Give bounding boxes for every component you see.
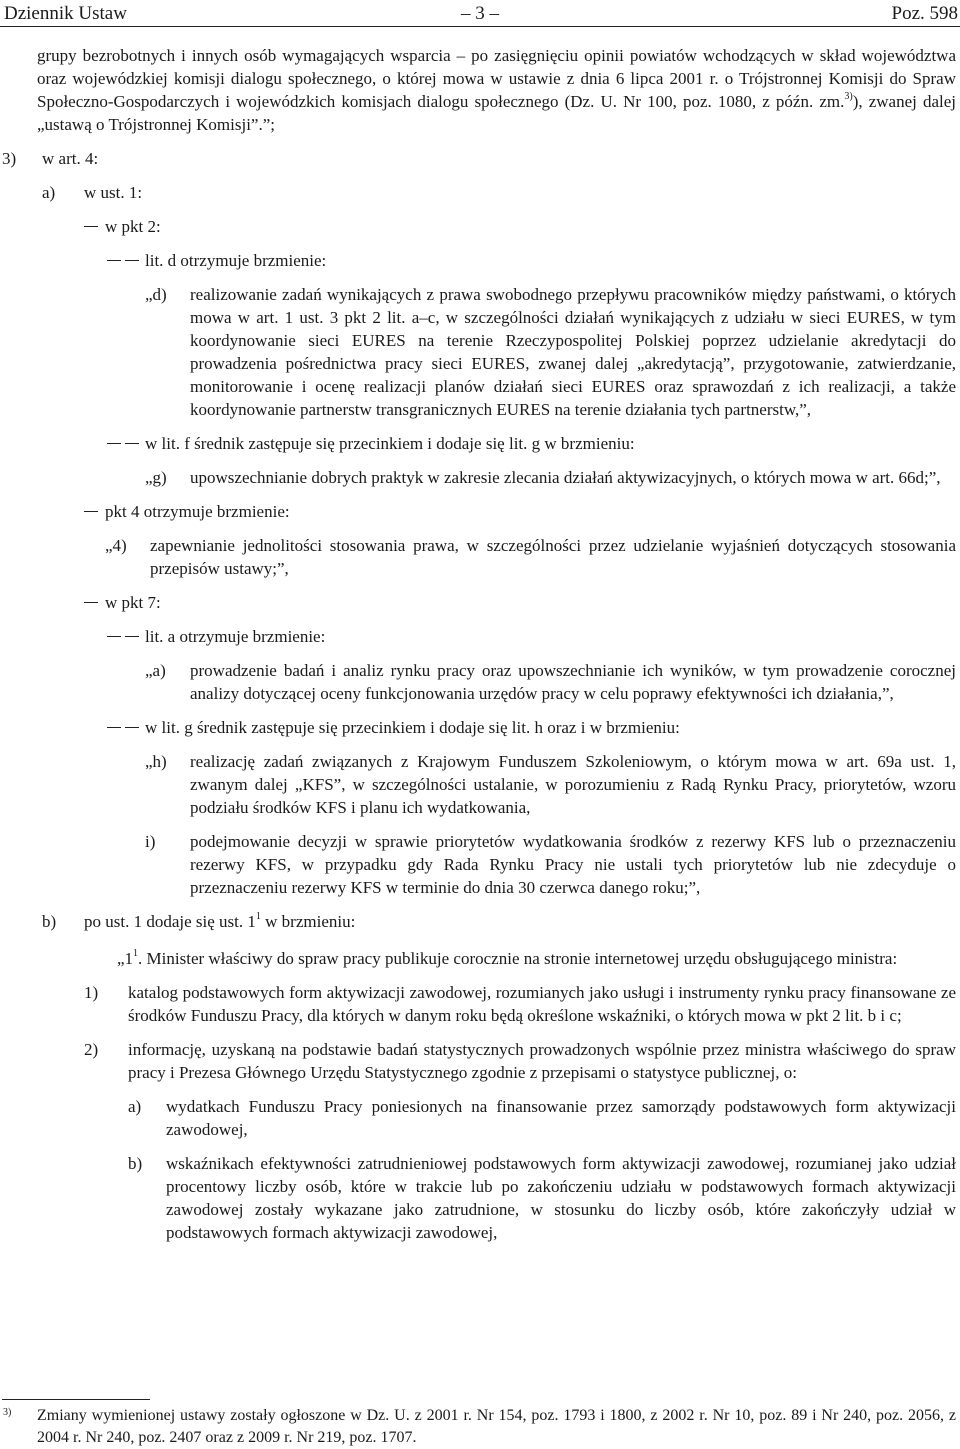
point-2 [0,1038,960,1084]
point-1 [0,981,960,1027]
dash-marker [84,602,98,603]
document-body [0,44,960,1244]
quote-text: realizowanie zadań wynikających z prawa swobodnego przepływu pracowników między państwami, o których mowa w art. 1 ust. 3 pkt 2 lit. a–c, w szczególności działań wynikających z udziału w sieci EURES, w tym koordynowanie sieci EURES na terenie Rzeczypospolitej Polskiej poprzez udzielanie akredytacji do prowadzenia pośrednictwa pracy sieci EURES, zwanej dalej „akredytacją”, przygotowanie, zatwierdzanie, monitorowanie i ocenę realizacji planów działań sieci EURES oraz sprawozdań z ich realizacji, a także koordynowanie partnerstw transgranicznych EURES na terenie działania tych partnerstw,”, [190,285,956,419]
dash-lit-g: w lit. g średnik zastępuje się przecinkiem i dodaje się lit. h oraz i w brzmieniu: [0,716,960,739]
footnote: 3) Zmiany wymienionej ustawy zostały ogłoszone w Dz. U. z 2001 r. Nr 154, poz. 1793 i 1800, z 2002 r. Nr 10, poz. 89 i Nr 240, poz. 2056, z 2004 r. Nr 240, poz. 2407 oraz z 2009 r. Nr 219, poz. 1707. [0,1405,960,1449]
point-label: 2) [84,1040,99,1059]
quote-text: upowszechnianie dobrych praktyk w zakresie zlecania działań aktywizacyjnych, o których mowa w art. 66d;”, [190,468,941,487]
point-label: b) [128,1154,143,1173]
point-text: wydatkach Funduszu Pracy poniesionych na finansowanie przez samorządy podstawowych form aktywizacji zawodowej, [166,1097,956,1139]
item-text: w ust. 1: [84,183,143,202]
dash-marker [107,727,121,728]
quote-text: realizację zadań związanych z Krajowym Funduszem Szkoleniowym, o którym mowa w art. 69a ust. 1, zwanym dalej „KFS”, w szczególności ustalanie, w porozumieniu z Radą Rynku Pracy, priorytetów, wzoru podziału środków KFS i planu ich wydatkowania, [190,752,956,817]
intro-paragraph: grupy bezrobotnych i innych osób wymagających wsparcia – po zasięgnięciu opinii powiatów wchodzących w skład województwa oraz wojewódzkiej komisji dialogu społecznego, o której mowa w ustawie z dnia 6 lipca 2001 r. o Trójstronnej Komisji do Spraw Społeczno-Gospodarczych i wojewódzkich komisjach dialogu społecznego (Dz. U. Nr 100, poz. 1080, z późn. zm.$^{3)}$), zwanej dalej „ustawą o Trójstronnej Komisji”.”; [37,46,956,134]
dash-pkt-4: pkt 4 otrzymuje brzmienie: [0,500,960,523]
point-2-b [0,1152,960,1244]
dash-marker [125,727,139,728]
footnote-text: Zmiany wymienionej ustawy zostały ogłoszone w Dz. U. z 2001 r. Nr 154, poz. 1793 i 1800, z 2002 r. Nr 10, poz. 89 i Nr 240, poz. 2056, z 2004 r. Nr 240, poz. 2407 oraz z 2009 r. Nr 219, poz. 1707. [37,1407,956,1446]
dash-pkt-7: w pkt 7: [0,591,960,614]
item-label: b) [42,912,57,931]
dash-marker [107,443,121,444]
dash-marker [125,636,139,637]
point-text: informację, uzyskaną na podstawie badań statystycznych prowadzonych wspólnie przez ministra właściwego do spraw pracy i Prezesa Głównego Urzędu Statystycznego zgodnie z przepisami o statystyce publicznej, o: [128,1040,956,1082]
point-label: a) [128,1097,142,1116]
dash-lit-d: lit. d otrzymuje brzmienie: [0,249,960,272]
quote-label: „a) [145,661,166,680]
quote-a [0,659,960,705]
quote-h [0,750,960,819]
quote-text: zapewnianie jednolitości stosowania prawa, w szczególności przez udzielanie wyjaśnień dotyczących stosowania przepisów ustawy;”, [150,536,956,578]
quote-text: prowadzenie badań i analiz rynku pracy oraz upowszechnianie ich wyników, w tym prowadzenie corocznej analizy dotyczącej oceny funkcjonowania urzędów pracy w celu poprawy efektywności ich działania,”, [190,661,956,703]
position-number: Poz. 598 [891,3,958,24]
item-label: a) [42,183,56,202]
page-header [0,0,960,27]
point-2-a [0,1095,960,1141]
item-3 [0,147,960,170]
page-number: – 3 – [461,3,499,24]
quote-g [0,466,960,489]
quote-label: i) [145,832,156,851]
item-text: w art. 4: [42,149,99,168]
ust-1-1: $„1^1$. Minister właściwy do spraw pracy publikuje corocznie na stronie internetowej urzędu obsługującego ministra: [117,948,898,968]
item-b: b) po ust. 1 dodaje się ust. $1^1$ w brzmieniu: [42,911,356,931]
quote-d [0,283,960,421]
point-text: katalog podstawowych form aktywizacji zawodowej, rozumianych jako usługi i instrumenty rynku pracy finansowane ze środków Funduszu Pracy, dla których w danym roku będą określone wskaźniki, o których mowa w pkt 2 lit. b i c; [128,983,956,1025]
dash-marker [107,636,121,637]
quote-i [0,830,960,899]
quote-label: „d) [145,285,167,304]
quote-label: „g) [145,468,167,487]
point-text: wskaźnikach efektywności zatrudnieniowej podstawowych form aktywizacji zawodowej, rozumianej jako udział procentowy liczby osób, które w trakcie lub po zakończeniu udziału w podstawowych formach aktywizacji zawodowej zostały wykazane jako zatrudnione, w stosunku do liczby osób, które zakończyły udział w podstawowych formach aktywizacji zawodowej, [166,1154,956,1242]
quote-text: podejmowanie decyzji w sprawie priorytetów wydatkowania środków z rezerwy KFS lub o przeznaczeniu rezerwy KFS, w przypadku gdy Rada Rynku Pracy nie ustali tych priorytetów lub nie zdecyduje o przeznaczeniu rezerwy KFS w terminie do dnia 30 czerwca danego roku;”, [190,832,956,897]
quote-label: „4) [105,536,127,555]
point-label: 1) [84,983,99,1002]
footnote-divider [2,1399,150,1400]
dash-lit-f: w lit. f średnik zastępuje się przecinkiem i dodaje się lit. g w brzmieniu: [0,432,960,455]
dash-marker [107,260,121,261]
dash-marker [84,511,98,512]
item-label: 3) [2,149,17,168]
item-a [0,181,960,204]
footnote-ref[interactable]: 3) [844,91,853,103]
dash-marker [125,443,139,444]
quote-4 [0,534,960,580]
dash-lit-a: lit. a otrzymuje brzmienie: [0,625,960,648]
quote-label: „h) [145,752,167,771]
dash-marker [125,260,139,261]
dash-pkt-2: w pkt 2: [0,215,960,238]
dash-marker [84,226,98,227]
journal-title: Dziennik Ustaw [4,3,127,24]
